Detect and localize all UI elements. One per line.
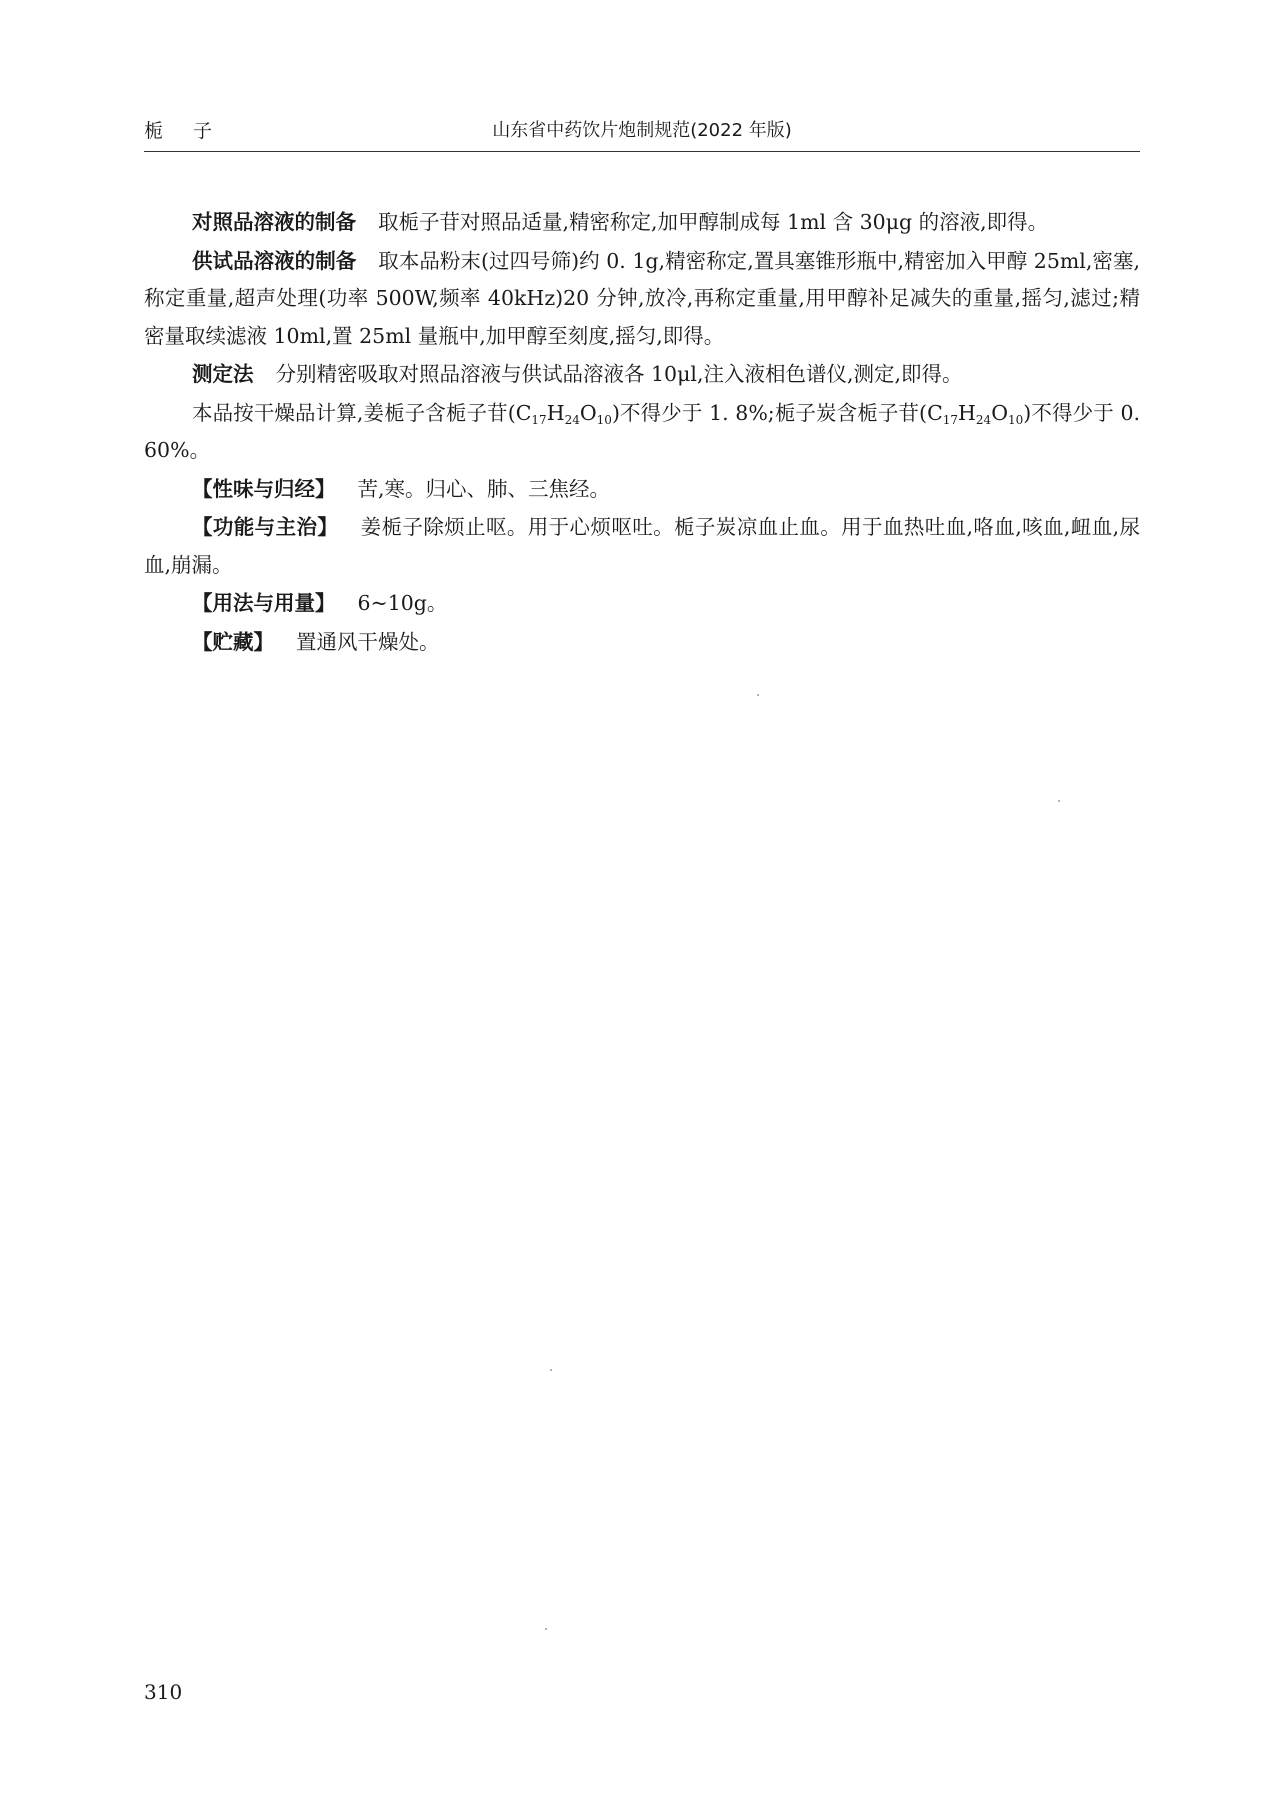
paragraph-test-solution [144,243,1140,356]
paragraph-storage [144,624,1140,662]
text-usage: 6~10g。 [357,591,448,615]
heading-function: 【功能与主治】 [192,515,339,539]
formula-geniposide-2: $C_{17}H_{24}O_{10}$ [927,400,1024,427]
paragraph-content-limit [144,395,1140,470]
heading-usage: 【用法与用量】 [192,591,336,615]
text-test-solution: 取本品粉末(过四号筛)约 0. 1g,精密称定,置具塞锥形瓶中,精密加入甲醇 25ml,密塞,称定重量,超声处理(功率 500W,频率 40kHz)20 分钟,放冷,再称定重量,用甲醇补足减失的重量,摇匀,滤过;精密量取续滤液 10ml,置 25ml 量瓶中,加甲醇至刻度,摇匀,即得。 [144,248,1140,348]
paragraph-assay [144,356,1140,394]
paragraph-nature [144,471,1140,509]
page-body [144,204,1140,662]
text-limit-part3: )不得少于 0. 60%。 [144,400,1141,462]
scan-speck [550,1369,552,1371]
text-limit-part2: )不得少于 1. 8%;栀子炭含栀子苷( [611,400,928,425]
header-rule [144,151,1140,152]
header-section-title: 栀 子 [144,120,225,142]
heading-nature: 【性味与归经】 [192,476,336,501]
heading-assay: 测定法 [192,362,254,386]
heading-test-solution: 供试品溶液的制备 [192,248,357,273]
scan-speck [545,1628,547,1630]
text-function: 姜栀子除烦止呕。用于心烦呕吐。栀子炭凉血止血。用于血热吐血,咯血,咳血,衄血,尿血,崩漏。 [144,515,1140,577]
running-header [144,116,1140,156]
formula-geniposide-1: $C_{17}H_{24}O_{10}$ [515,400,612,427]
scan-speck [1058,800,1060,802]
paragraph-function [144,509,1140,584]
header-book-title: 山东省中药饮片炮制规范(2022 年版) [492,120,792,141]
text-storage: 置通风干燥处。 [296,629,440,654]
text-nature: 苦,寒。归心、肺、三焦经。 [357,476,611,501]
heading-reference-solution: 对照品溶液的制备 [192,210,356,234]
text-limit-part1: 本品按干燥品计算,姜栀子含栀子苷( [192,400,516,425]
text-assay: 分别精密吸取对照品溶液与供试品溶液各 10μl,注入液相色谱仪,测定,即得。 [275,362,963,386]
text-reference-solution: 取栀子苷对照品适量,精密称定,加甲醇制成每 1ml 含 30μg 的溶液,即得。 [378,210,1049,234]
heading-storage: 【贮藏】 [192,629,274,654]
paragraph-usage [144,585,1140,623]
paragraph-reference-solution [144,204,1140,242]
scan-speck [757,694,759,696]
page-number: 310 [144,1680,183,1704]
